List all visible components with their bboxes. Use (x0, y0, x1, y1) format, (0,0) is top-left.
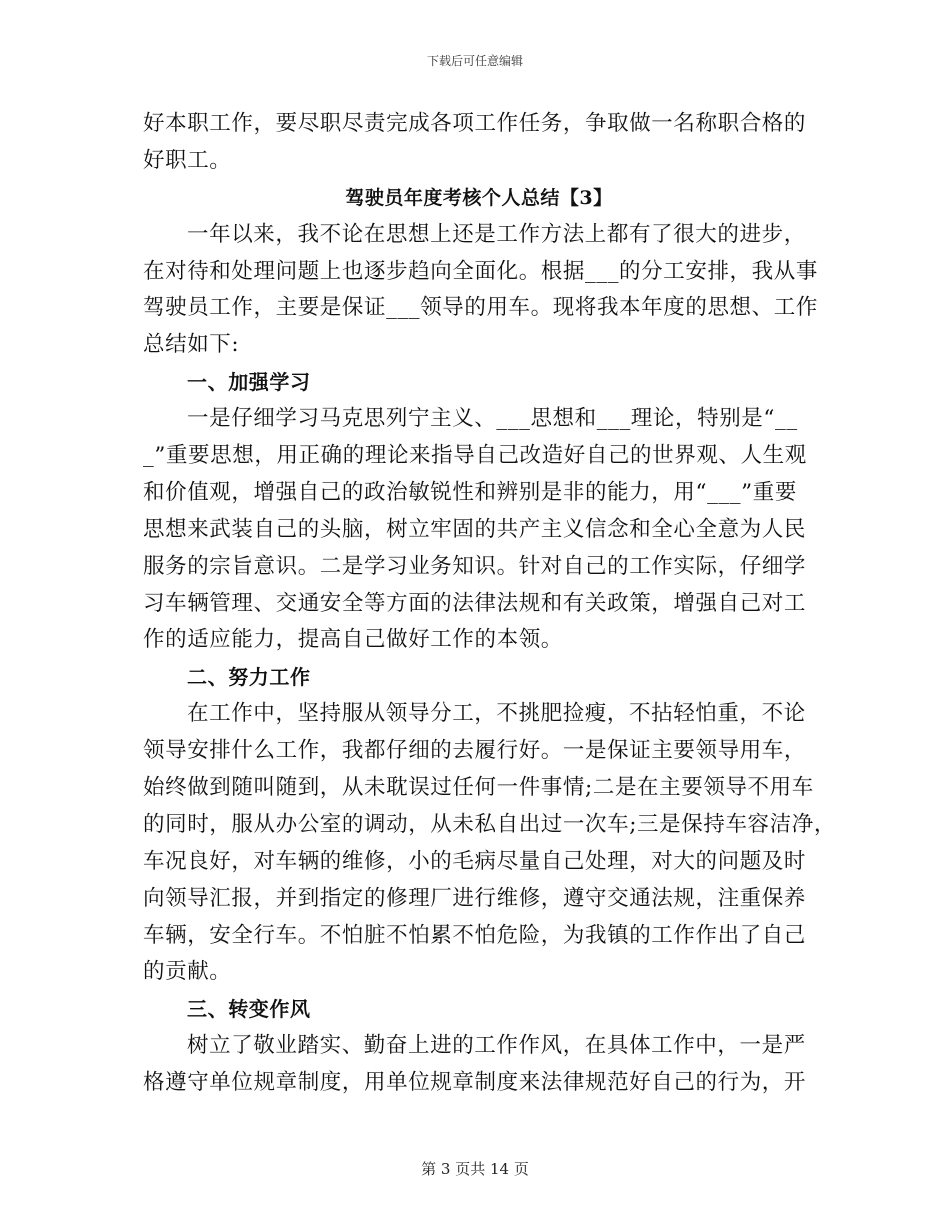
paragraph-first-line: 一是仔细学习马克思列宁主义、___思想和___理论，特别是“__ (187, 406, 798, 432)
body-text-line: 的贡献。 (143, 959, 232, 985)
body-text-line: 服务的宗旨意识。二是学习业务知识。针对自己的工作实际，仔细学 (143, 553, 807, 579)
page-header-note: 下载后可任意编辑 (426, 54, 523, 68)
body-text-line: 格遵守单位规章制度，用单位规章制度来法律规范好自己的行为，开 (143, 1070, 807, 1096)
section-heading: 一、加强学习 (187, 370, 311, 395)
paragraph-first-line: 树立了敬业踏实、勤奋上进的工作作风，在具体工作中，一是严 (187, 1033, 806, 1059)
body-text-line: 思想来武装自己的头脑，树立牢固的共产主义信念和全心全意为人民 (143, 516, 807, 542)
body-text-line: 好本职工作，要尽职尽责完成各项工作任务，争取做一名称职合格的 (143, 111, 807, 136)
document-body (143, 106, 836, 1102)
section-heading: 三、转变作风 (187, 997, 311, 1022)
body-text-line: 在对待和处理问题上也逐步趋向全面化。根据___的分工安排，我从事 (143, 258, 818, 284)
page-number-footer: 第 3 页共 14 页 (421, 1160, 529, 1178)
section-heading: 二、努力工作 (187, 665, 311, 690)
body-text-line: 车辆，安全行车。不怕脏不怕累不怕危险，为我镇的工作作出了自己 (143, 922, 807, 948)
body-text-line: 驾驶员工作，主要是保证___领导的用车。现将我本年度的思想、工作 (143, 295, 818, 321)
body-text-line: 的同时，服从办公室的调动，从未私自出过一次车;三是保持车容洁净， (143, 811, 836, 837)
body-text-line: 领导安排什么工作，我都仔细的去履行好。一是保证主要领导用车， (143, 738, 807, 764)
section-title: 驾驶员年度考核个人总结【3】 (345, 186, 613, 209)
body-text-line: 作的适应能力，提高自己做好工作的本领。 (143, 627, 563, 653)
body-text-line: 和价值观，增强自己的政治敏锐性和辨别是非的能力，用“___”重要 (143, 479, 797, 505)
body-text-line: 好职工。 (143, 147, 232, 173)
body-text-line: 向领导汇报，并到指定的修理厂进行维修，遵守交通法规，注重保养 (143, 885, 807, 911)
body-text-line: 总结如下: (143, 332, 240, 358)
paragraph-first-line: 在工作中，坚持服从领导分工，不挑肥捡瘦，不拈轻怕重，不论 (187, 701, 806, 727)
body-text-line: 车况良好，对车辆的维修，小的毛病尽量自己处理，对大的问题及时 (143, 848, 807, 874)
body-text-line: _”重要思想，用正确的理论来指导自己改造好自己的世界观、人生观 (143, 443, 807, 469)
body-text-line: 习车辆管理、交通安全等方面的法律法规和有关政策，增强自己对工 (143, 590, 807, 616)
paragraph-first-line: 一年以来，我不论在思想上还是工作方法上都有了很大的进步， (187, 221, 806, 247)
body-text-line: 始终做到随叫随到，从未耽误过任何一件事情;二是在主要领导不用车 (143, 775, 814, 801)
